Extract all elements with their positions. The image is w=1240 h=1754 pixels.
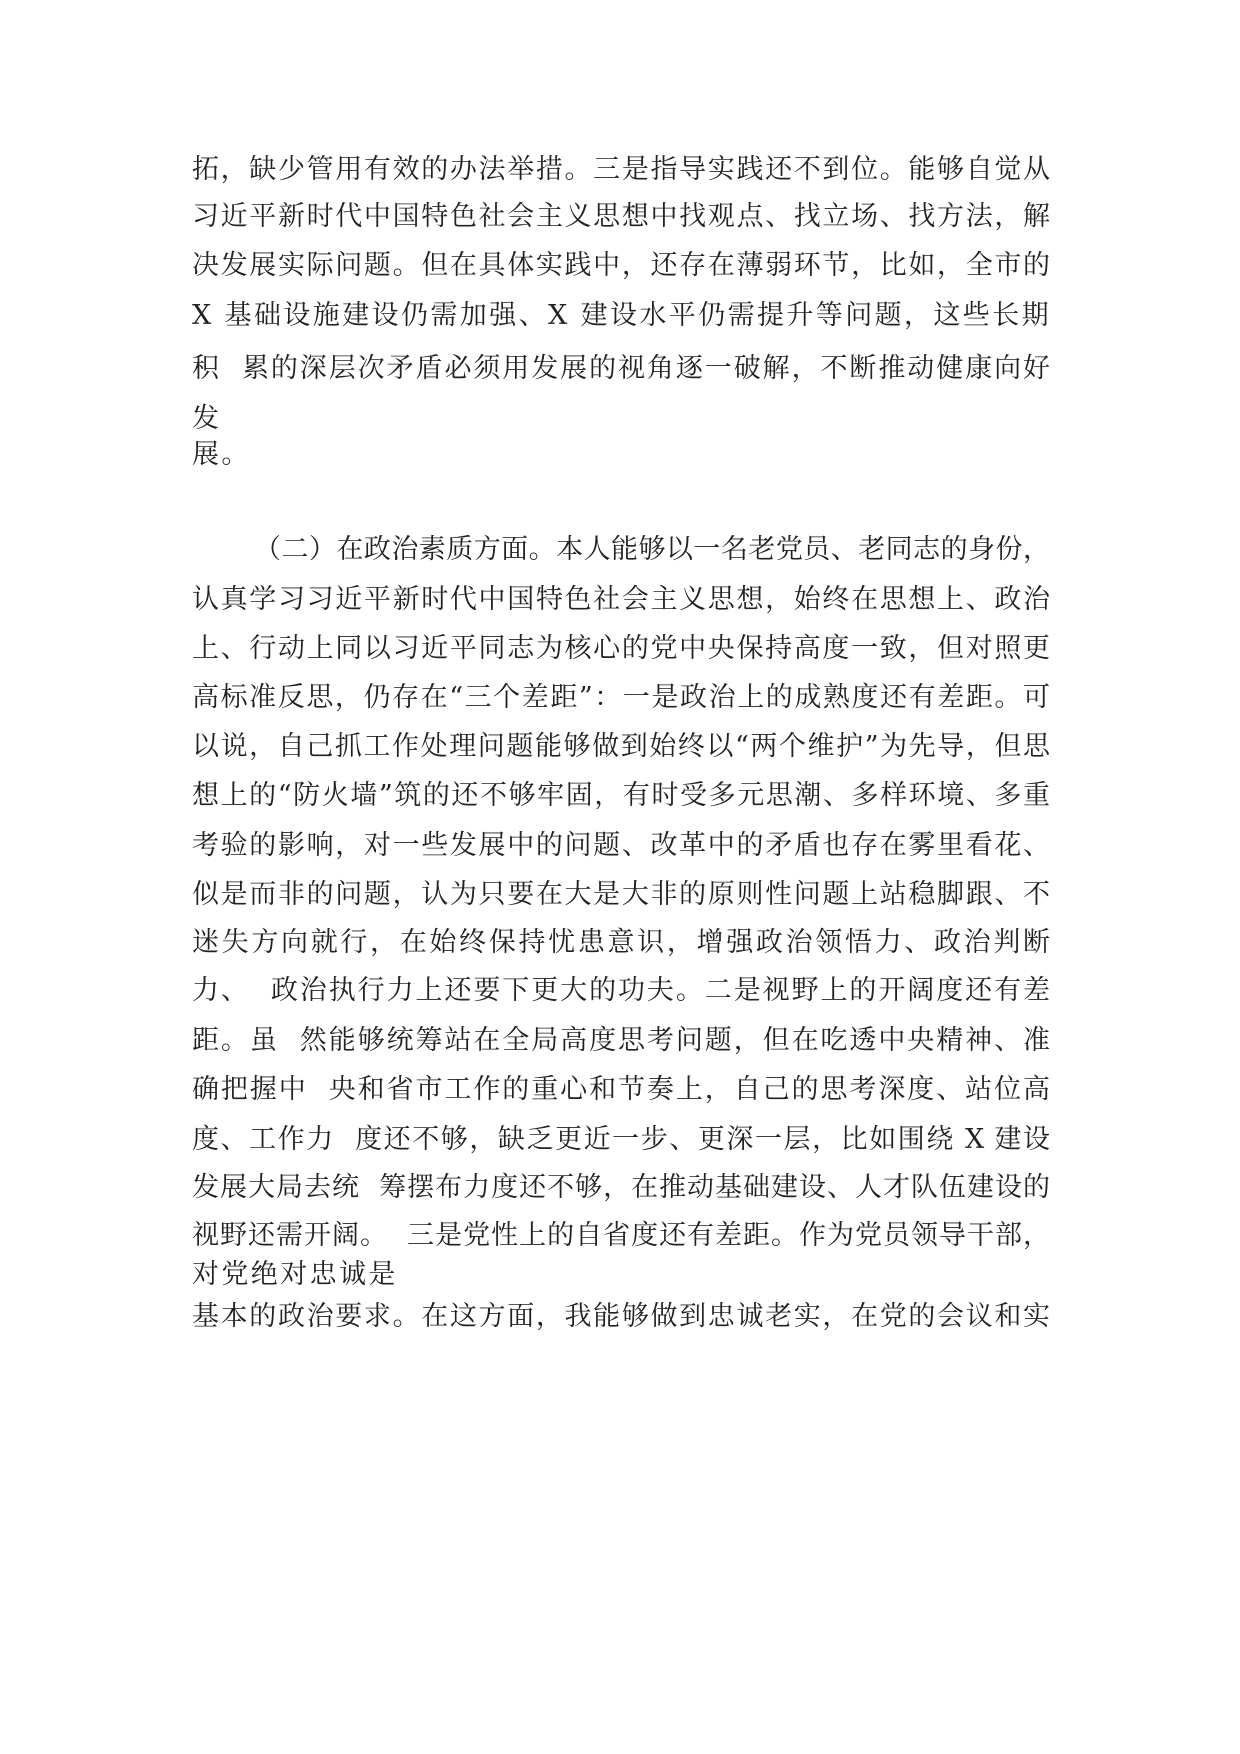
text-line: X 基础设施建设仍需加强、X 建设水平仍需提升等问题，这些长期 bbox=[192, 300, 1052, 331]
text-line: 视野还需开阔。 三是党性上的自省度还有差距。作为党员领导干部， bbox=[192, 1220, 1050, 1251]
text-line: 上、行动上同以习近平同志为核心的党中央保持高度一致，但对照更 bbox=[192, 633, 1050, 664]
text-line: 度、工作力 度还不够，缺乏更近一步、更深一层，比如围绕 X 建设 bbox=[192, 1124, 1050, 1155]
text-line: 基本的政治要求。在这方面，我能够做到忠诚老实，在党的会议和实 bbox=[192, 1301, 1050, 1332]
text-line: 似是而非的问题，认为只要在大是大非的原则性问题上站稳脚跟、不 bbox=[192, 879, 1050, 910]
text-line: 发展大局去统 筹摆布力度还不够，在推动基础建设、人才队伍建设的 bbox=[192, 1172, 1050, 1203]
text-line: 积 累的深层次矛盾必须用发展的视角逐一破解，不断推动健康向好 bbox=[192, 353, 1050, 384]
text-line: 拓，缺少管用有效的办法举措。三是指导实践还不到位。能够自觉从 bbox=[192, 154, 1050, 185]
text-line: 迷失方向就行，在始终保持忧患意识，增强政治领悟力、政治判断 bbox=[192, 927, 1050, 958]
text-line: 力、 政治执行力上还要下更大的功夫。二是视野上的开阔度还有差 bbox=[192, 975, 1050, 1006]
text-line: 习近平新时代中国特色社会主义思想中找观点、找立场、找方法，解 bbox=[192, 201, 1050, 232]
text-line: 距。虽 然能够统筹站在全局高度思考问题，但在吃透中央精神、准 bbox=[192, 1025, 1050, 1056]
text-line: 想上的“防火墙”筑的还不够牢固，有时受多元思潮、多样环境、多重 bbox=[192, 780, 1050, 811]
text-line: 考验的影响，对一些发展中的问题、改革中的矛盾也存在雾里看花、 bbox=[192, 830, 1050, 861]
text-line: 认真学习习近平新时代中国特色社会主义思想，始终在思想上、政治 bbox=[192, 584, 1050, 615]
text-line: 以说，自己抓工作处理问题能够做到始终以“两个维护”为先导，但思 bbox=[192, 731, 1050, 762]
text-line: 对党绝对忠诚是 bbox=[192, 1259, 398, 1290]
paragraph-heading-line: （二）在政治素质方面。本人能够以一名老党员、老同志的身份， bbox=[254, 534, 1050, 565]
text-line: 决发展实际问题。但在具体实践中，还存在薄弱环节，比如，全市的 bbox=[192, 250, 1050, 281]
text-line: 展。 bbox=[192, 439, 251, 470]
text-line: 确把握中 央和省市工作的重心和节奏上，自己的思考深度、站位高 bbox=[192, 1074, 1050, 1105]
text-line: 高标准反思，仍存在“三个差距”：一是政治上的成熟度还有差距。可 bbox=[192, 682, 1050, 713]
text-line: 发 bbox=[192, 403, 222, 434]
